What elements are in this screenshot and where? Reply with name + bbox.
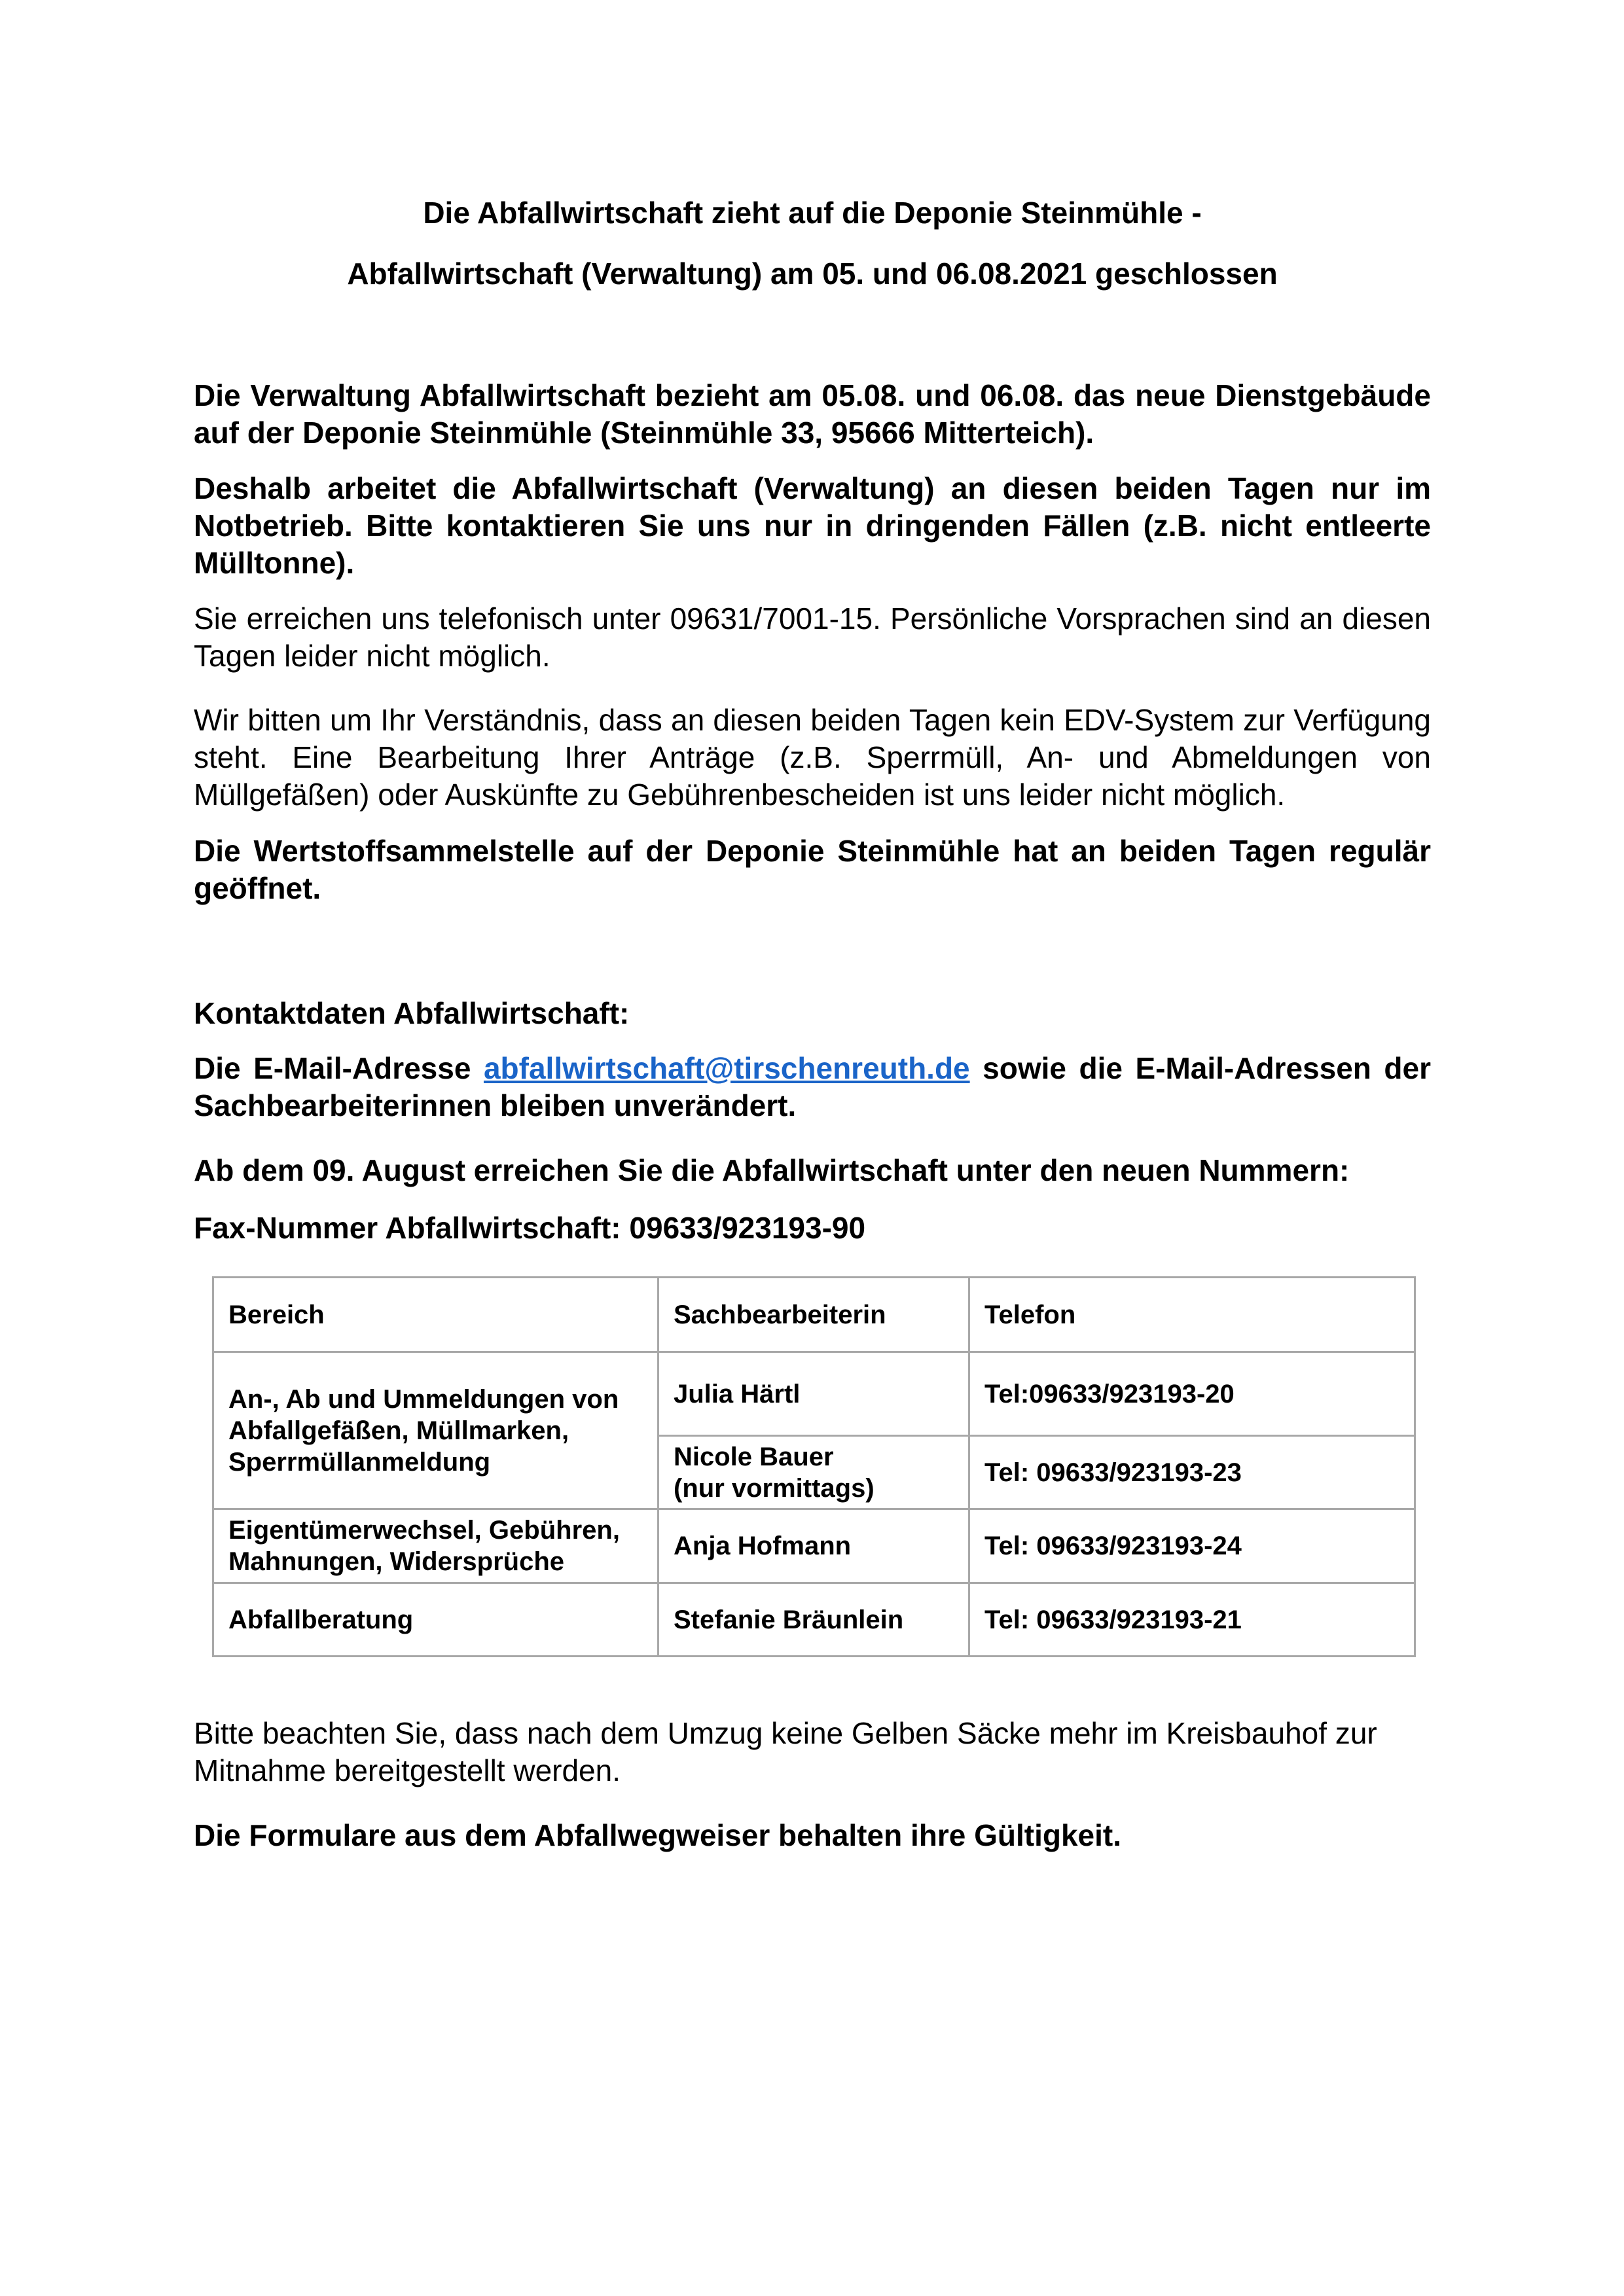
paragraph-email-info [194,1050,1431,1124]
person-note: (nur vormittags) [674,1473,875,1503]
paragraph-edv-info: Wir bitten um Ihr Verständnis, dass an diesen beiden Tagen kein EDV-System zur Verfügung steht. Eine Bearbeitung Ihrer Anträge (z.B. Sperrmüll, An- und Abmeldungen von Müllgefäßen) oder Auskünfte zu Gebührenbescheiden ist uns leider nicht möglich. [194,703,1431,812]
cell-phone-stefanie: Tel: 09633/923193-21 [969,1583,1415,1657]
title-line-1: Die Abfallwirtschaft zieht auf die Deponie Steinmühle - [423,196,1202,230]
cell-phone-nicole: Tel: 09633/923193-23 [969,1436,1415,1509]
paragraph-forms-valid: Die Formulare aus dem Abfallwegweiser behalten ihre Gültigkeit. [194,1818,1121,1852]
email-prefix: Die E-Mail-Adresse [194,1051,471,1085]
email-suffix: sowie die E-Mail-Adressen der Sachbearbeiterinnen bleiben unverändert. [194,1051,1431,1122]
paragraph-move-notice: Die Verwaltung Abfallwirtschaft bezieht am 05.08. und 06.08. das neue Dienstgebäude auf der Deponie Steinmühle (Steinmühle 33, 95666 Mitterteich). [194,378,1431,450]
header-sachbearbeiterin: Sachbearbeiterin [659,1278,969,1352]
contact-heading: Kontaktdaten Abfallwirtschaft: [194,996,630,1030]
cell-phone-julia: Tel:09633/923193-20 [969,1352,1415,1436]
cell-area-ownership: Eigentümerwechsel, Gebühren, Mahnungen, Widersprüche [213,1509,659,1583]
person-name: Nicole Bauer [674,1442,834,1471]
paragraph-recycling-open: Die Wertstoffsammelstelle auf der Deponie Steinmühle hat an beiden Tagen regulär geöffnet. [194,834,1431,905]
cell-phone-anja: Tel: 09633/923193-24 [969,1509,1415,1583]
cell-area-advice: Abfallberatung [213,1583,659,1657]
table-row [213,1352,1415,1436]
fax-number: Fax-Nummer Abfallwirtschaft: 09633/923193-90 [194,1211,866,1245]
header-bereich: Bereich [213,1278,659,1352]
table-row [213,1583,1415,1657]
table-header-row [213,1278,1415,1352]
paragraph-yellow-bags: Bitte beachten Sie, dass nach dem Umzug keine Gelben Säcke mehr im Kreisbauhof zur Mitnahme bereitgestellt werden. [194,1716,1377,1787]
table-row [213,1509,1415,1583]
contacts-table [212,1276,1416,1657]
paragraph-new-numbers: Ab dem 09. August erreichen Sie die Abfallwirtschaft unter den neuen Nummern: [194,1153,1350,1187]
title-line-2: Abfallwirtschaft (Verwaltung) am 05. und 06.08.2021 geschlossen [347,257,1278,291]
cell-area-registrations: An-, Ab und Ummeldungen von Abfallgefäßen, Müllmarken, Sperrmüllanmeldung [213,1352,659,1509]
cell-person-anja: Anja Hofmann [659,1509,969,1583]
email-link[interactable]: abfallwirtschaft@tirschenreuth.de [483,1051,970,1085]
header-telefon: Telefon [969,1278,1415,1352]
cell-person-nicole [659,1436,969,1509]
cell-person-julia: Julia Härtl [659,1352,969,1436]
cell-person-stefanie: Stefanie Bräunlein [659,1583,969,1657]
paragraph-phone-info: Sie erreichen uns telefonisch unter 09631/7001-15. Persönliche Vorsprachen sind an diesen Tagen leider nicht möglich. [194,601,1431,673]
paragraph-emergency-operation: Deshalb arbeitet die Abfallwirtschaft (Verwaltung) an diesen beiden Tagen nur im Notbetrieb. Bitte kontaktieren Sie uns nur in dringenden Fällen (z.B. nicht entleerte Mülltonne). [194,471,1431,580]
